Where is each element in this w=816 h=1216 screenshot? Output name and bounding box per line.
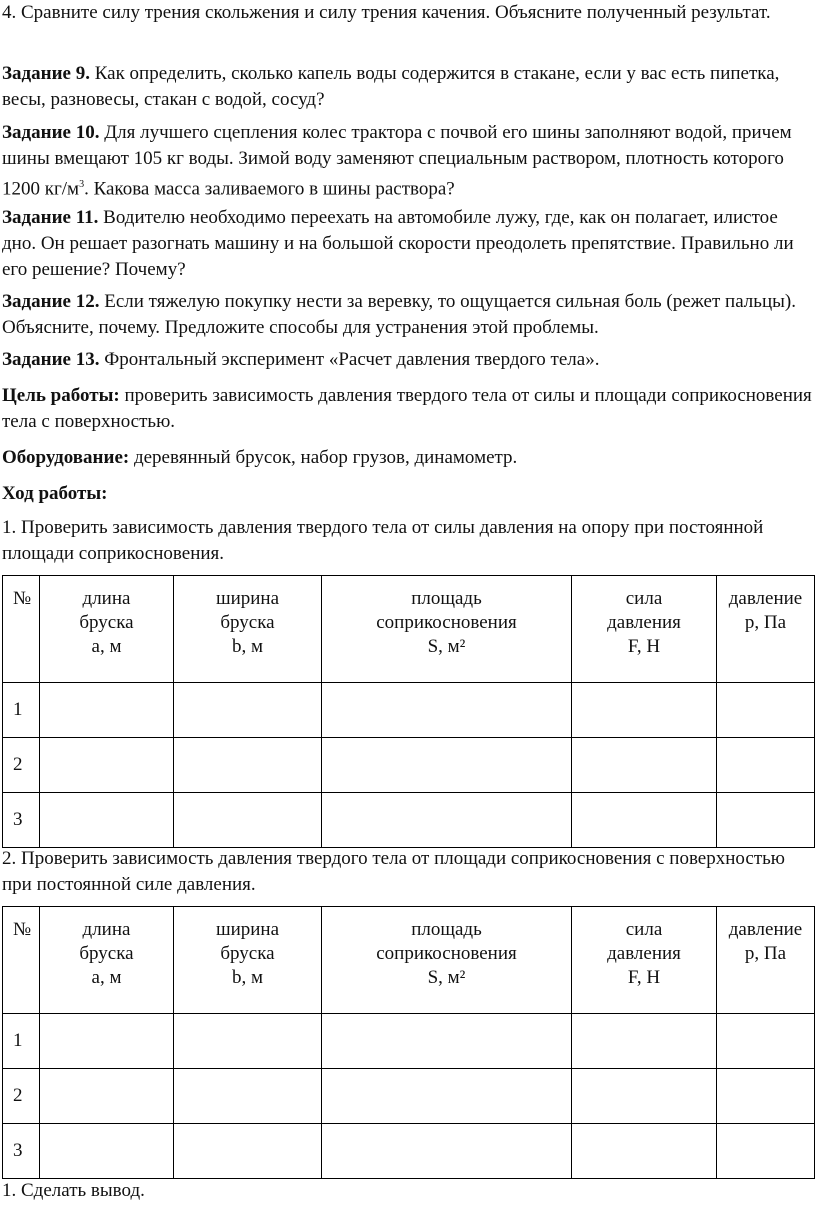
- header-width-line-2: бруска: [220, 612, 275, 633]
- header-area-line-3: S, м²: [427, 636, 466, 657]
- header-pressure: [717, 576, 815, 683]
- goal-text: проверить зависимость давления твердого тела от силы и площади соприкосновения тела с поверхностью.: [2, 385, 812, 432]
- table-cell[interactable]: [40, 1069, 174, 1124]
- row-number: 3: [3, 793, 40, 848]
- goal-label: Цель работы:: [2, 385, 120, 406]
- table-row: [3, 793, 815, 848]
- task-12-text: Если тяжелую покупку нести за веревку, то ощущается сильная боль (режет пальцы). Объясните, почему. Предложите способы для устранения этой проблемы.: [2, 291, 796, 338]
- table-row: [3, 1124, 815, 1179]
- results-table-2: [2, 906, 815, 1179]
- header-pressure-line-1: давление: [728, 919, 803, 940]
- row-number: 2: [3, 738, 40, 793]
- row-number: 1: [3, 1014, 40, 1069]
- table-row: [3, 738, 815, 793]
- header-length-line-1: длина: [82, 919, 131, 940]
- table-cell[interactable]: [572, 1014, 717, 1069]
- header-area-line-2: соприкосновения: [376, 943, 517, 964]
- header-area-line-2: соприкосновения: [376, 612, 517, 633]
- task-13-text: Фронтальный эксперимент «Расчет давления твердого тела».: [99, 349, 600, 370]
- table-cell[interactable]: [174, 1014, 322, 1069]
- header-width-line-2: бруска: [220, 943, 275, 964]
- table-cell[interactable]: [322, 1014, 572, 1069]
- header-width-line-1: ширина: [215, 919, 280, 940]
- header-pressure-line-2: p, Па: [744, 612, 787, 633]
- task-11-label: Задание 11.: [2, 207, 99, 228]
- table-cell[interactable]: [572, 738, 717, 793]
- header-force-line-3: F, Н: [627, 967, 661, 988]
- table-cell[interactable]: [717, 738, 815, 793]
- step-2: 2. Проверить зависимость давления твердого тела от площади соприкосновения с поверхностью при постоянной силе давления.: [2, 848, 785, 895]
- row-number: 2: [3, 1069, 40, 1124]
- equipment: [2, 445, 812, 471]
- procedure-heading: [2, 481, 812, 507]
- table-row: [3, 683, 815, 738]
- header-length: [40, 576, 174, 683]
- header-area-line-1: площадь: [411, 588, 482, 609]
- table-cell[interactable]: [40, 683, 174, 738]
- table-cell[interactable]: [174, 1124, 322, 1179]
- header-force-line-2: давления: [607, 612, 681, 633]
- header-force-line-2: давления: [607, 943, 681, 964]
- header-number: №: [3, 907, 40, 1014]
- row-number: 1: [3, 683, 40, 738]
- header-length-line-3: a, м: [91, 636, 122, 657]
- equipment-label: Оборудование:: [2, 447, 130, 468]
- header-width-line-3: b, м: [231, 636, 264, 657]
- header-force-line-1: сила: [625, 588, 663, 609]
- task-12: [2, 289, 812, 341]
- task-10-label: Задание 10.: [2, 122, 100, 143]
- row-number: 3: [3, 1124, 40, 1179]
- conclusion: 1. Сделать вывод.: [2, 1180, 145, 1201]
- table-cell[interactable]: [174, 1069, 322, 1124]
- header-force: [572, 576, 717, 683]
- task-10-text-after: . Какова масса заливаемого в шины раствора?: [84, 178, 455, 200]
- header-area: [322, 576, 572, 683]
- header-pressure-line-1: давление: [728, 588, 803, 609]
- header-area-line-3: S, м²: [427, 967, 466, 988]
- task-13: [2, 347, 812, 373]
- task-9: [2, 61, 812, 113]
- header-area-line-1: площадь: [411, 919, 482, 940]
- table-cell[interactable]: [40, 1124, 174, 1179]
- header-area: [322, 907, 572, 1014]
- task-10: [2, 120, 812, 202]
- header-length: [40, 907, 174, 1014]
- header-force-line-1: сила: [625, 919, 663, 940]
- header-width-line-3: b, м: [231, 967, 264, 988]
- header-length-line-3: a, м: [91, 967, 122, 988]
- goal: [2, 383, 812, 435]
- task-9-text: Как определить, сколько капель воды содержится в стакане, если у вас есть пипетка, весы, разновесы, стакан с водой, сосуд?: [2, 63, 780, 110]
- table-cell[interactable]: [717, 793, 815, 848]
- table-cell[interactable]: [322, 1124, 572, 1179]
- table-cell[interactable]: [40, 793, 174, 848]
- header-number: №: [3, 576, 40, 683]
- header-pressure-line-2: p, Па: [744, 943, 787, 964]
- task-13-label: Задание 13.: [2, 349, 100, 370]
- results-table-1: [2, 575, 815, 848]
- table-cell[interactable]: [40, 1014, 174, 1069]
- table-cell[interactable]: [717, 1069, 815, 1124]
- table-cell[interactable]: [322, 683, 572, 738]
- header-pressure: [717, 907, 815, 1014]
- header-force: [572, 907, 717, 1014]
- header-length-line-1: длина: [82, 588, 131, 609]
- table-cell[interactable]: [717, 683, 815, 738]
- task-10-text: Для лучшего сцепления колес трактора с почвой его шины заполняют водой, причем шины вмещают 105 кг воды. Зимой воду заменяют специальным раствором, плотность которого 1200 кг/м: [2, 122, 792, 200]
- header-force-line-3: F, Н: [627, 636, 661, 657]
- header-width-line-1: ширина: [215, 588, 280, 609]
- table-header-row: [3, 907, 815, 1014]
- table-cell[interactable]: [174, 738, 322, 793]
- task-11: [2, 205, 812, 283]
- table-row: [3, 1069, 815, 1124]
- table-cell[interactable]: [572, 793, 717, 848]
- table-cell[interactable]: [572, 683, 717, 738]
- table-cell[interactable]: [572, 1124, 717, 1179]
- table-cell[interactable]: [322, 738, 572, 793]
- header-width: [174, 576, 322, 683]
- table-cell[interactable]: [572, 1069, 717, 1124]
- table-cell[interactable]: [40, 738, 174, 793]
- task-10-sup: 3: [79, 179, 85, 190]
- header-width: [174, 907, 322, 1014]
- table-cell[interactable]: [717, 1124, 815, 1179]
- table-cell[interactable]: [174, 793, 322, 848]
- task-12-label: Задание 12.: [2, 291, 100, 312]
- table-row: [3, 1014, 815, 1069]
- header-length-line-2: бруска: [79, 612, 134, 633]
- procedure-label: Ход работы:: [2, 483, 108, 504]
- step-1: 1. Проверить зависимость давления твердого тела от силы давления на опору при постоянной площади соприкосновения.: [2, 517, 764, 564]
- question-4: 4. Сравните силу трения скольжения и силу трения качения. Объясните полученный результат.: [2, 2, 771, 23]
- table-cell[interactable]: [322, 793, 572, 848]
- table-cell[interactable]: [174, 683, 322, 738]
- task-9-label: Задание 9.: [2, 63, 90, 84]
- equipment-text: деревянный брусок, набор грузов, динамометр.: [129, 447, 518, 468]
- table-header-row: [3, 576, 815, 683]
- table-cell[interactable]: [717, 1014, 815, 1069]
- table-cell[interactable]: [322, 1069, 572, 1124]
- header-length-line-2: бруска: [79, 943, 134, 964]
- task-11-text: Водителю необходимо переехать на автомобиле лужу, где, как он полагает, илистое дно. Он решает разогнать машину и на большой скорости преодолеть препятствие. Правильно ли его решение? Почему?: [2, 207, 794, 280]
